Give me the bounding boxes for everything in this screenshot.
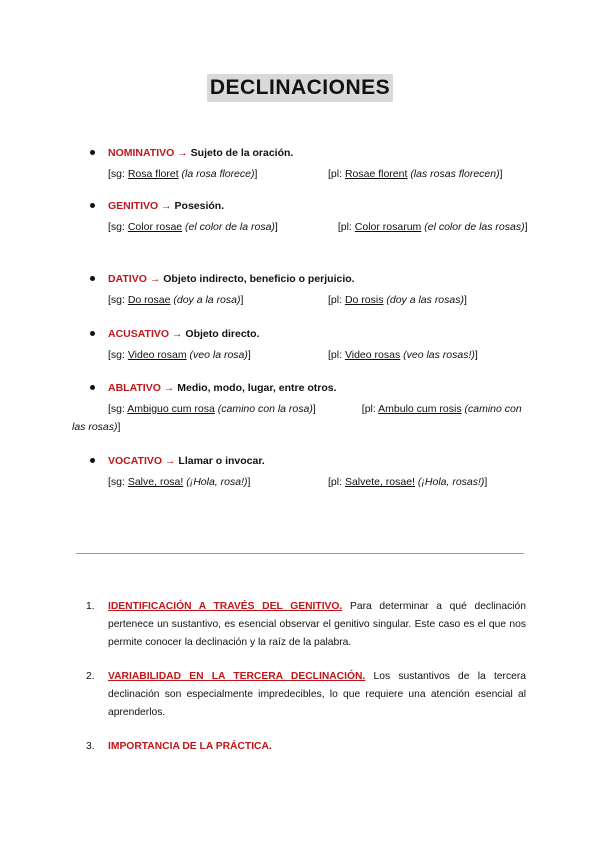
note-number: 1. <box>86 601 95 612</box>
note-item <box>86 668 526 722</box>
singular-example: [sg: Color rosae (el color de la rosa)] <box>108 221 278 233</box>
plural-example: [pl: Do rosis (doy a las rosas)] <box>328 294 467 306</box>
case-head <box>72 453 532 469</box>
bullet-icon <box>90 458 95 463</box>
case-name: ACUSATIVO <box>108 328 170 340</box>
bullet-icon <box>90 276 95 281</box>
singular-example: [sg: Do rosae (doy a la rosa)] <box>108 294 244 306</box>
case-examples <box>72 400 532 436</box>
singular-example: [sg: Salve, rosa! (¡Hola, rosa!)] <box>108 476 251 488</box>
bullet-icon <box>90 385 95 390</box>
note-heading: IDENTIFICACIÓN A TRAVÉS DEL GENITIVO. <box>108 601 343 612</box>
case-name: NOMINATIVO <box>108 147 175 159</box>
case-ablativo <box>72 380 532 436</box>
case-examples <box>72 469 532 487</box>
case-description: Posesión. <box>174 200 225 212</box>
case-name: ABLATIVO <box>108 382 161 394</box>
plural-example: [pl: Color rosarum (el color de las rosas)] <box>337 221 528 233</box>
bullet-icon <box>90 331 95 336</box>
case-name: DATIVO <box>108 273 147 285</box>
arrow-icon: → <box>163 382 175 394</box>
case-description: Medio, modo, lugar, entre otros. <box>177 382 337 394</box>
arrow-icon: → <box>161 200 172 212</box>
note-item <box>86 738 526 756</box>
note-heading: IMPORTANCIA DE LA PRÁCTICA. <box>108 741 272 752</box>
section-divider <box>76 553 524 554</box>
arrow-icon: → <box>171 328 183 340</box>
title-wrap <box>0 74 600 102</box>
note-number: 3. <box>86 741 95 752</box>
case-name: VOCATIVO <box>108 455 163 467</box>
case-description: Objeto directo. <box>185 328 260 340</box>
case-description: Llamar o invocar. <box>178 455 265 467</box>
note-heading: VARIABILIDAD EN LA TERCERA DECLINACIÓN. <box>108 671 366 682</box>
case-acusativo <box>72 326 532 360</box>
case-head <box>72 145 532 161</box>
arrow-icon: → <box>177 147 188 159</box>
case-head <box>72 326 532 342</box>
note-item <box>86 598 526 652</box>
case-examples <box>72 218 532 236</box>
note-number: 2. <box>86 671 95 682</box>
case-head <box>72 380 532 396</box>
case-name: GENITIVO <box>108 200 159 212</box>
case-head <box>72 198 532 214</box>
plural-example: [pl: Salvete, rosae! (¡Hola, rosas!)] <box>328 476 488 488</box>
plural-example: [pl: Video rosas (veo las rosas!)] <box>328 349 478 361</box>
singular-example: [sg: Ambiguo cum rosa (camino con la rosa)] <box>108 403 316 415</box>
case-nominativo <box>72 145 532 179</box>
case-vocativo <box>72 453 532 487</box>
singular-example: [sg: Video rosam (veo la rosa)] <box>108 349 251 361</box>
case-description: Sujeto de la oración. <box>190 147 294 159</box>
plural-example: [pl: Ambulo cum rosis (camino con las rosas)] <box>72 403 522 433</box>
case-genitivo <box>72 198 532 236</box>
notes-list <box>86 598 526 772</box>
note-text: Los sustantivos de la tercera declinación son especialmente impredecibles, lo que requiere una atención esencial al aprenderlos. <box>108 671 526 718</box>
bullet-icon <box>90 203 95 208</box>
case-description: Objeto indirecto, beneficio o perjuicio. <box>163 273 355 285</box>
singular-example: [sg: Rosa floret (la rosa florece)] <box>108 168 258 180</box>
bullet-icon <box>90 150 95 155</box>
case-head <box>72 271 532 287</box>
case-dativo <box>72 271 532 305</box>
case-examples <box>72 287 532 305</box>
case-examples <box>72 342 532 360</box>
arrow-icon: → <box>164 455 176 467</box>
plural-example: [pl: Rosae florent (las rosas florecen)] <box>328 168 503 180</box>
page-title: DECLINACIONES <box>207 74 393 102</box>
arrow-icon: → <box>149 273 161 285</box>
note-text: Para determinar a qué declinación pertenece un sustantivo, es esencial observar el genitivo singular. Este caso es el que nos permite conocer la declinación y la raíz de la palabra. <box>108 601 527 648</box>
case-examples <box>72 161 532 179</box>
